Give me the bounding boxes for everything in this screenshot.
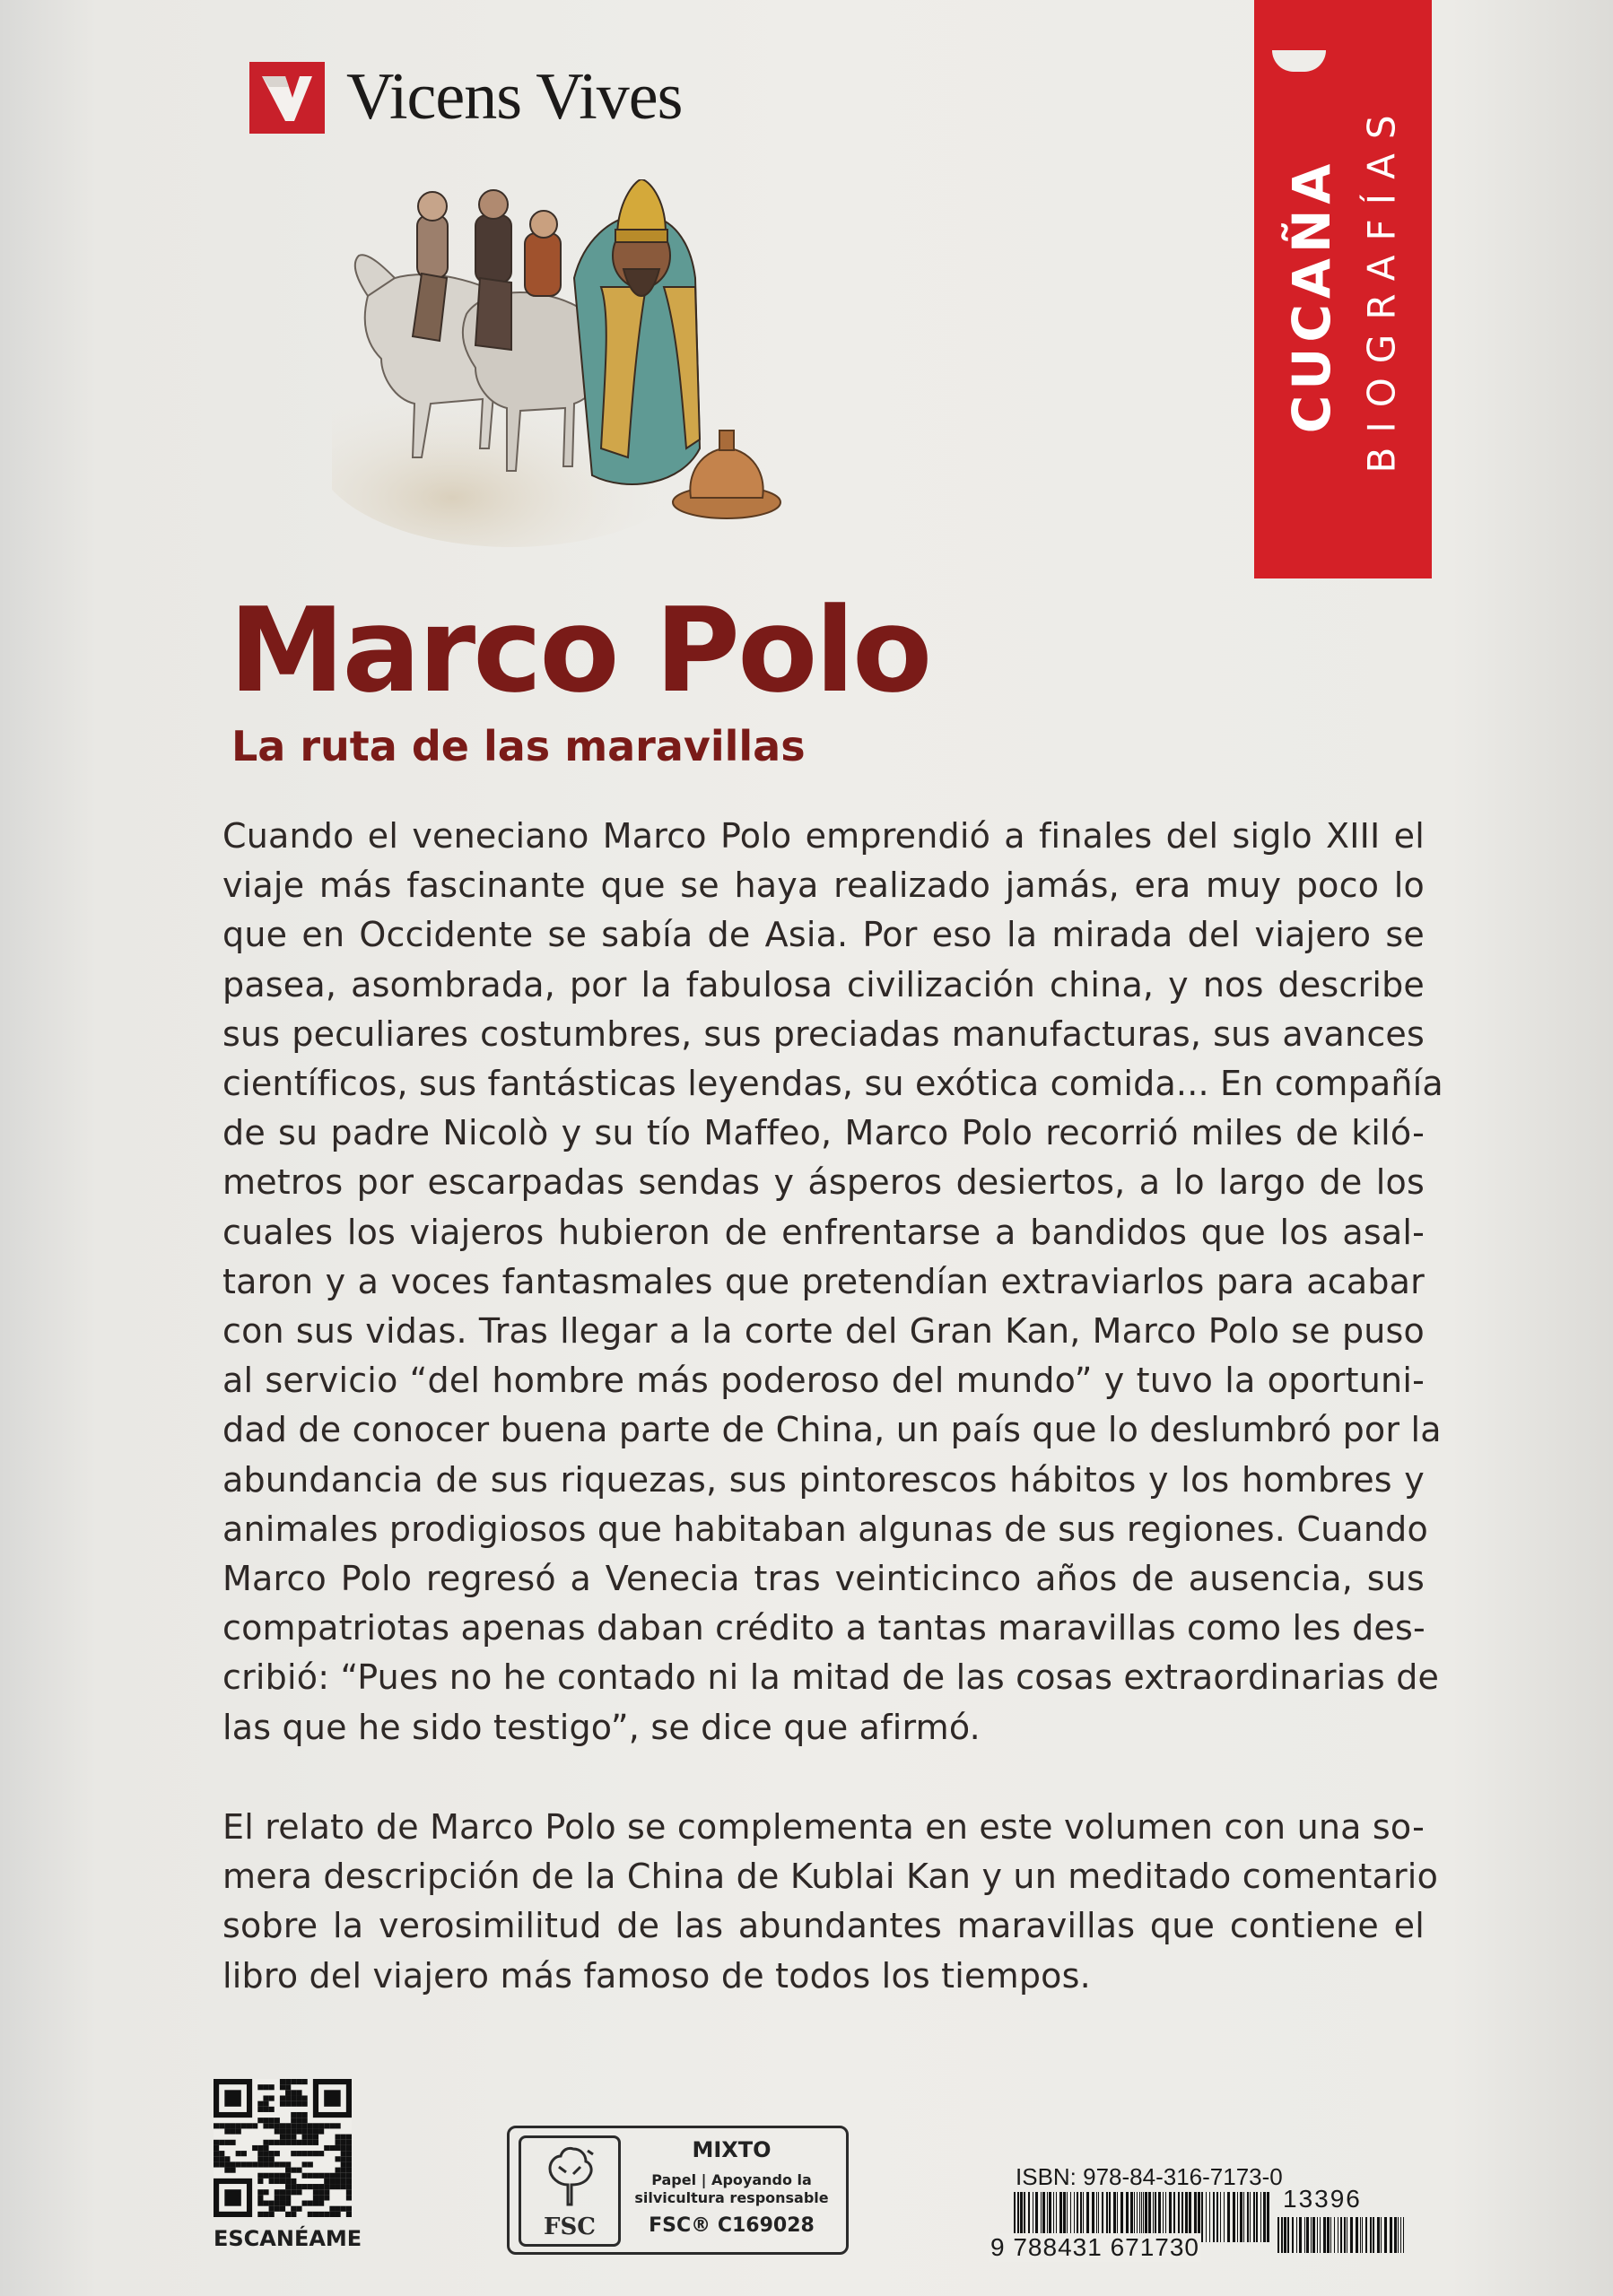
fsc-logo: [519, 2135, 621, 2247]
fsc-paper-line: silvicultura responsable: [634, 2189, 829, 2206]
isbn-text: ISBN: 978-84-316-7173-0: [1016, 2163, 1283, 2190]
rider-right: [525, 211, 561, 296]
book-subtitle: La ruta de las maravillas: [231, 722, 806, 770]
ribbon-notch: [1272, 50, 1326, 72]
fsc-label: [507, 2126, 849, 2255]
synopsis-paragraph: [222, 812, 1443, 1752]
synopsis-line: metros por escarpadas sendas y ásperos desiertos, a lo largo de los: [222, 1162, 1425, 1203]
book-title: Marco Polo: [229, 582, 930, 718]
synopsis-line: sus peculiares costumbres, sus preciadas manufacturas, sus avances: [222, 1013, 1425, 1054]
synopsis-line: viaje más fascinante que se haya realizado jamás, era muy poco lo: [222, 865, 1425, 906]
rider-left: [413, 192, 448, 341]
publisher-logo: [249, 59, 682, 135]
synopsis-line: Cuando el veneciano Marco Polo emprendió a finales del siglo XIII el: [222, 816, 1425, 856]
fsc-code: FSC® C169028: [649, 2214, 815, 2237]
synopsis-line: que en Occidente se sabía de Asia. Por eso la mirada del viajero se: [222, 915, 1425, 955]
synopsis-line: Marco Polo regresó a Venecia tras veinticinco años de ausencia, sus: [222, 1559, 1425, 1599]
qr-label: ESCANÉAME: [214, 2226, 362, 2251]
publisher-name: Vicens Vives: [346, 60, 683, 134]
rider-middle: [475, 190, 511, 350]
series-ribbon: [1254, 0, 1432, 578]
synopsis-line: taron y a voces fantasmales que pretendían extraviarlos para acabar: [222, 1261, 1425, 1301]
synopsis-line: compatriotas apenas daban crédito a tantas maravillas como les des-: [222, 1608, 1426, 1648]
fsc-tree-icon: [541, 2145, 598, 2210]
complement-line: libro del viajero más famoso de todos los tiempos.: [222, 1955, 1091, 1996]
synopsis-line: las que he sido testigo”, se dice que afirmó.: [222, 1707, 981, 1747]
complement-paragraph: [222, 1803, 1439, 2001]
synopsis-line: cribió: “Pues no he contado ni la mitad de las cosas extraordinarias de: [222, 1657, 1440, 1698]
fsc-abbreviation: FSC: [544, 2213, 596, 2240]
fsc-mixto: MIXTO: [692, 2137, 772, 2162]
fsc-paper-line: Papel | Apoyando la: [651, 2171, 812, 2188]
synopsis-line: dad de conocer buena parte de China, un país que lo deslumbró por la: [222, 1410, 1442, 1450]
barcode-addon: [1277, 2217, 1405, 2253]
synopsis-line: de su padre Nicolò y su tío Maffeo, Marco Polo recorrió miles de kiló-: [222, 1113, 1425, 1153]
synopsis-line: pasea, asombrada, por la fabulosa civilización china, y nos describe: [222, 964, 1425, 1004]
merchant-figure: [574, 179, 700, 484]
synopsis-line: al servicio “del hombre más poderoso del mundo” y tuvo la oportuni-: [222, 1361, 1425, 1401]
barcode-addon-digits: 13396: [1283, 2185, 1362, 2213]
fsc-paper-text: [626, 2171, 837, 2207]
synopsis-line: cuales los viajeros hubieron de enfrentarse a bandidos que los asal-: [222, 1212, 1425, 1252]
series-name: CUCAÑA: [1281, 158, 1342, 434]
synopsis-line: con sus vidas. Tras llegar a la corte del Gran Kan, Marco Polo se puso: [222, 1311, 1425, 1352]
complement-line: El relato de Marco Polo se complementa en este volumen con una so-: [222, 1807, 1425, 1847]
barcode-digits: 9 788431 671730: [990, 2233, 1199, 2261]
qr-code[interactable]: [214, 2079, 352, 2217]
publisher-logo-icon: [249, 62, 325, 134]
complement-line: sobre la verosimilitud de las abundantes maravillas que contiene el: [222, 1906, 1425, 1946]
series-subtitle: BIOGRAFÍAS: [1359, 100, 1404, 474]
synopsis-line: científicos, sus fantásticas leyendas, su exótica comida... En compañía: [222, 1064, 1443, 1104]
cover-illustration: [332, 179, 870, 556]
synopsis-line: animales prodigiosos que habitaban algunas de sus regiones. Cuando: [222, 1509, 1428, 1549]
complement-line: mera descripción de la China de Kublai Kan y un meditado comentario: [222, 1857, 1439, 1897]
synopsis-line: abundancia de sus riquezas, sus pintorescos hábitos y los hombres y: [222, 1459, 1425, 1500]
